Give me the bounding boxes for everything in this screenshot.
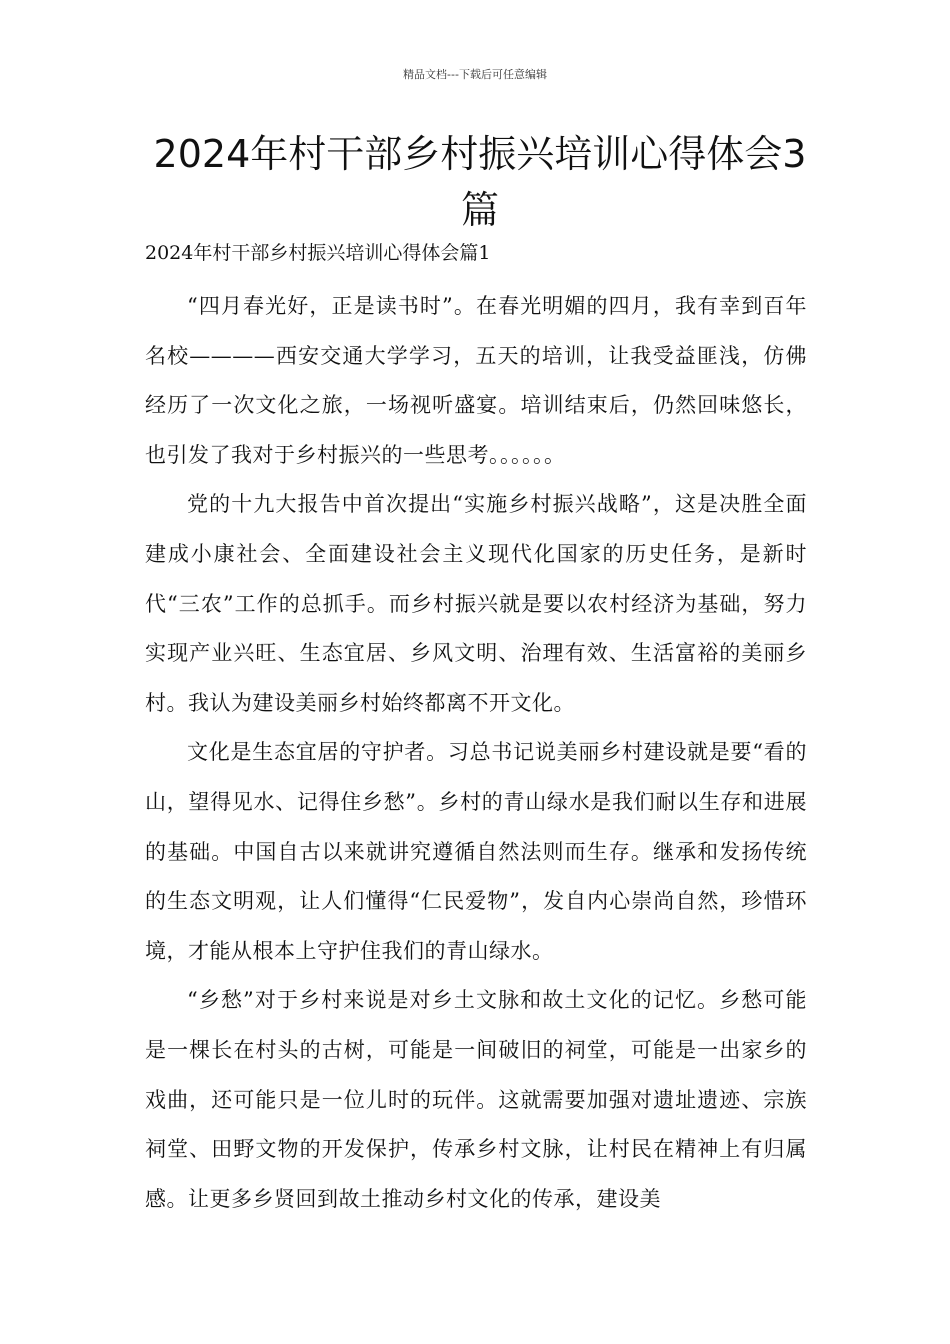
paragraph-3: 文化是生态宜居的守护者。习总书记说美丽乡村建设就是要“看的山，望得见水、记得住乡愁”。乡村的青山绿水是我们耐以生存和进展的基础。中国自古以来就讲究遵循自然法则而生存。继承和发扬传统的生态文明观，让人们懂得“仁民爱物”，发自内心崇尚自然，珍惜环境，才能从根本上守护住我们的青山绿水。	[145, 740, 807, 963]
body-text	[145, 282, 807, 1224]
header-note: 精品文档---下载后可任意编辑	[403, 68, 547, 81]
paragraph-4: “乡愁”对于乡村来说是对乡土文脉和故土文化的记忆。乡愁可能是一棵长在村头的古树，可能是一间破旧的祠堂，可能是一出家乡的戏曲，还可能只是一位儿时的玩伴。这就需要加强对遗址遗迹、宗族祠堂、田野文物的开发保护，传承乡村文脉，让村民在精神上有归属感。让更多乡贤回到故土推动乡村文化的传承，建设美	[145, 988, 807, 1211]
paragraph-2: 党的十九大报告中首次提出“实施乡村振兴战略”，这是决胜全面建成小康社会、全面建设社会主义现代化国家的历史任务，是新时代“三农”工作的总抓手。而乡村振兴就是要以农村经济为基础，努力实现产业兴旺、生态宜居、乡风文明、治理有效、生活富裕的美丽乡村。我认为建设美丽乡村始终都离不开文化。	[145, 492, 807, 715]
paragraph-1: “四月春光好，正是读书时”。在春光明媚的四月，我有幸到百年名校————西安交通大学学习，五天的培训，让我受益匪浅，仿佛经历了一次文化之旅，一场视听盛宴。培训结束后，仍然回味悠长，也引发了我对于乡村振兴的一些思考。。。。。。	[145, 294, 807, 467]
document-title: 2024年村干部乡村振兴培训心得体会3篇	[153, 132, 807, 232]
section-subtitle: 2024年村干部乡村振兴培训心得体会篇1	[145, 242, 491, 264]
